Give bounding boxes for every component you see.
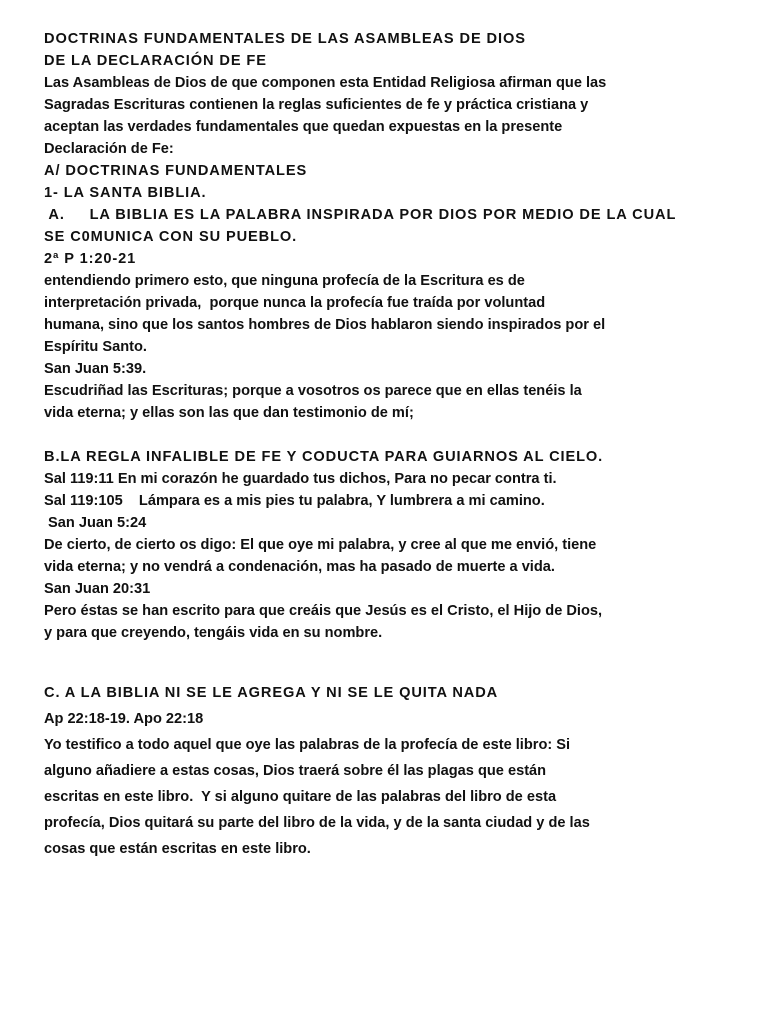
point-a-text-1-line-2: interpretación privada, porque nunca la profecía fue traída por voluntad: [44, 295, 546, 311]
intro-line-1: Las Asambleas de Dios de que componen esta Entidad Religiosa afirman que las: [44, 75, 607, 91]
blank-spacer: [44, 644, 724, 680]
point-c-reference: Ap 22:18-19. Apo 22:18: [44, 711, 204, 727]
point-b-text-4-line-2: y para que creyendo, tengáis vida en su nombre.: [44, 625, 383, 641]
point-c-text-line-2: alguno añadiere a estas cosas, Dios traerá sobre él las plagas que están: [44, 763, 547, 779]
point-c-text-line-1: Yo testifico a todo aquel que oye las palabras de la profecía de este libro: Si: [44, 737, 571, 753]
point-b-psalm-119-105: Sal 119:105 Lámpara es a mis pies tu palabra, Y lumbrera a mi camino.: [44, 493, 545, 509]
document-title-line-2: DE LA DECLARACIÓN DE FE: [44, 53, 267, 69]
intro-line-2: Sagradas Escrituras contienen la reglas suficientes de fe y práctica cristiana y: [44, 97, 589, 113]
point-c-text-line-3: escritas en este libro. Y si alguno quitare de las palabras del libro de esta: [44, 789, 557, 805]
document-page: [44, 28, 724, 862]
point-a-text-1-line-4: Espíritu Santo.: [44, 339, 147, 355]
point-a-text-2-line-2: vida eterna; y ellas son las que dan testimonio de mí;: [44, 405, 414, 421]
point-a-reference-2: San Juan 5:39.: [44, 361, 147, 377]
point-c-text-line-4: profecía, Dios quitará su parte del libro de la vida, y de la santa ciudad y de las: [44, 815, 590, 831]
point-a-title-line-2: SE C0MUNICA CON SU PUEBLO.: [44, 229, 298, 245]
point-c-title: C. A LA BIBLIA NI SE LE AGREGA Y NI SE LE QUITA NADA: [44, 685, 499, 701]
point-b-reference-3: San Juan 5:24: [44, 515, 147, 531]
section-a-title: A/ DOCTRINAS FUNDAMENTALES: [44, 163, 308, 179]
point-a-text-2-line-1: Escudriñad las Escrituras; porque a vosotros os parece que en ellas tenéis la: [44, 383, 582, 399]
point-a-title-line-1: A. LA BIBLIA ES LA PALABRA INSPIRADA POR DIOS POR MEDIO DE LA CUAL: [44, 207, 677, 223]
point-c-text-line-5: cosas que están escritas en este libro.: [44, 841, 311, 857]
point-b-psalm-119-11: Sal 119:11 En mi corazón he guardado tus dichos, Para no pecar contra ti.: [44, 471, 557, 487]
intro-line-3: aceptan las verdades fundamentales que quedan expuestas en la presente: [44, 119, 563, 135]
point-a-reference-1: 2ª P 1:20-21: [44, 251, 137, 267]
subsection-1-title: 1- LA SANTA BIBLIA.: [44, 185, 207, 201]
point-a-text-1-line-1: entendiendo primero esto, que ninguna profecía de la Escritura es de: [44, 273, 525, 289]
point-b-text-3-line-1: De cierto, de cierto os digo: El que oye mi palabra, y cree al que me envió, tiene: [44, 537, 597, 553]
point-a-text-1-line-3: humana, sino que los santos hombres de Dios hablaron siendo inspirados por el: [44, 317, 606, 333]
intro-line-4: Declaración de Fe:: [44, 141, 174, 157]
document-title-line-1: DOCTRINAS FUNDAMENTALES DE LAS ASAMBLEAS DE DIOS: [44, 31, 526, 47]
point-b-reference-4: San Juan 20:31: [44, 581, 151, 597]
point-b-text-4-line-1: Pero éstas se han escrito para que creáis que Jesús es el Cristo, el Hijo de Dios,: [44, 603, 603, 619]
point-c-section: [44, 680, 724, 862]
blank-spacer: [44, 424, 724, 446]
point-b-title: B.LA REGLA INFALIBLE DE FE Y CODUCTA PARA GUIARNOS AL CIELO.: [44, 449, 604, 465]
point-b-text-3-line-2: vida eterna; y no vendrá a condenación, mas ha pasado de muerte a vida.: [44, 559, 555, 575]
